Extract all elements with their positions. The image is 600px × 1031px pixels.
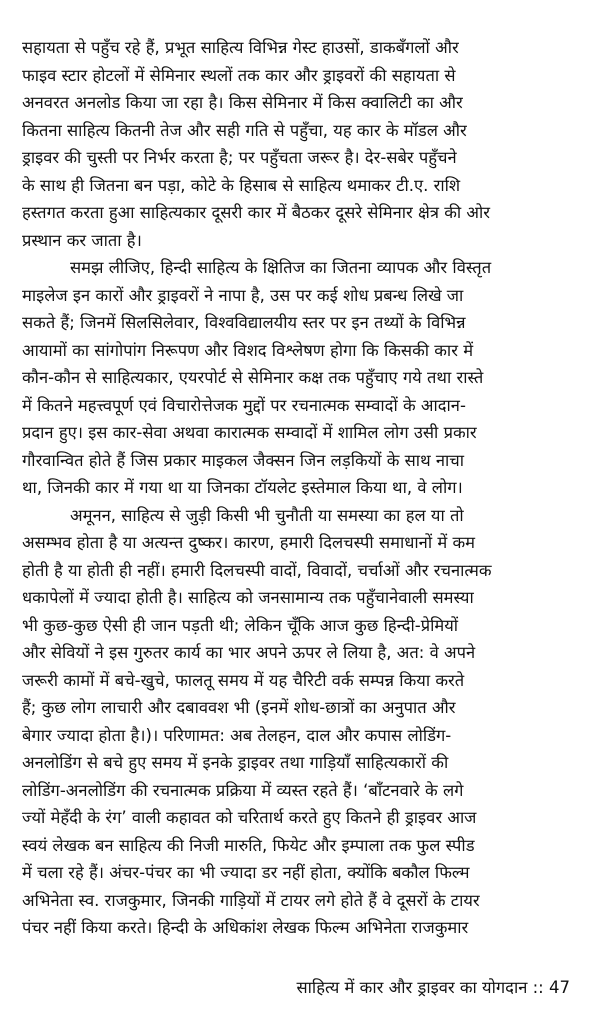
text-line: गौरवान्वित होते हैं जिस प्रकार माइकल जैक्सन जिन लड़कियों के साथ नाचा	[22, 450, 465, 470]
text-line: अनवरत अनलोड किया जा रहा है। किस सेमिनार में किस क्वालिटी का और	[22, 93, 463, 112]
paragraph-2	[22, 254, 578, 502]
paragraph-1	[22, 34, 578, 254]
text-line: के साथ ही जितना बन पड़ा, कोटे के हिसाब से साहित्य थमाकर टी.ए. राशि	[22, 175, 461, 195]
text-line: सकते हैं; जिनमें सिलसिलेवार, विश्वविद्यालयीय स्तर पर इन तथ्यों के विभिन्न	[22, 313, 466, 332]
text-line: लोडिंग-अनलोडिंग की रचनात्मक प्रक्रिया में व्यस्त रहते हैं। ‘बाँटनवारे के लगे	[22, 780, 464, 800]
page-body	[22, 34, 578, 942]
page-number: 47	[549, 978, 570, 997]
running-title: साहित्य में कार और ड्राइवर का योगदान	[296, 978, 528, 997]
text-line: प्रदान हुए। इस कार-सेवा अथवा कारात्मक सम्वादों में शामिल लोग उसी प्रकार	[22, 423, 477, 442]
text-line: धकापेलों में ज्यादा होती है। साहित्य को जनसामान्य तक पहुँचानेवाली समस्या	[22, 588, 474, 607]
paragraph-3	[22, 502, 578, 942]
text-line: फाइव स्टार होटलों में सेमिनार स्थलों तक कार और ड्राइवरों की सहायता से	[22, 65, 456, 85]
text-line: बेगार ज्यादा होता है।)। परिणामत: अब तेलहन, दाल और कपास लोडिंग-	[22, 725, 452, 745]
text-line: हैं; कुछ लोग लाचारी और दबाववश भी (इनमें शोध-छात्रों का अनुपात और	[22, 698, 456, 717]
text-line: और सेवियों ने इस गुरुतर कार्य का भार अपने ऊपर ले लिया है, अत: वे अपने	[22, 643, 476, 662]
text-line: सहायता से पहुँच रहे हैं, प्रभूत साहित्य विभिन्न गेस्ट हाउसों, डाकबँगलों और	[22, 38, 459, 57]
text-line: प्रस्थान कर जाता है।	[22, 230, 142, 250]
text-line: हस्तगत करता हुआ साहित्यकार दूसरी कार में बैठकर दूसरे सेमिनार क्षेत्र की ओर	[22, 203, 491, 222]
text-line: था, जिनकी कार में गया था या जिनका टॉयलेट इस्तेमाल किया था, वे लोग।	[22, 478, 463, 497]
text-line: असम्भव होता है या अत्यन्त दुष्कर। कारण, हमारी दिलचस्पी समाधानों में कम	[22, 533, 475, 552]
text-line: पंचर नहीं किया करते। हिन्दी के अधिकांश लेखक फिल्म अभिनेता राजकुमार	[22, 918, 469, 937]
text-line: जरूरी कामों में बचे-खुचे, फालतू समय में यह चैरिटी वर्क सम्पन्न किया करते	[22, 670, 465, 690]
text-line: माइलेज इन कारों और ड्राइवरों ने नापा है, उस पर कई शोध प्रबन्ध लिखे जा	[22, 285, 464, 305]
text-line: कितना साहित्य कितनी तेज और सही गति से पहुँचा, यह कार के मॉडल और	[22, 120, 467, 140]
text-line: भी कुछ-कुछ ऐसी ही जान पड़ती थी; लेकिन चूँकि आज कुछ हिन्दी-प्रेमियों	[22, 615, 459, 635]
text-line: आयामों का सांगोपांग निरूपण और विशद विश्लेषण होगा कि किसकी कार में	[22, 340, 474, 360]
text-line: समझ लीजिए, हिन्दी साहित्य के क्षितिज का जितना व्यापक और विस्तृत	[70, 258, 492, 277]
text-line: अनलोडिंग से बचे हुए समय में इनके ड्राइवर तथा गाड़ियाँ साहित्यकारों की	[22, 753, 449, 772]
text-line: स्वयं लेखक बन साहित्य की निजी मारुति, फियेट और इम्पाला तक फुल स्पीड	[22, 835, 475, 855]
text-line: ड्राइवर की चुस्ती पर निर्भर करता है; पर पहुँचता जरूर है। देर-सबेर पहुँचने	[22, 148, 457, 167]
text-line: होती है या होती ही नहीं। हमारी दिलचस्पी वादों, विवादों, चर्चाओं और रचनात्मक	[22, 560, 492, 580]
text-line: अमूनन, साहित्य से जुड़ी किसी भी चुनौती या समस्या का हल या तो	[70, 505, 464, 525]
text-line: कौन-कौन से साहित्यकार, एयरपोर्ट से सेमिनार कक्ष तक पहुँचाए गये तथा रास्ते	[22, 368, 484, 387]
footer-separator: ::	[532, 978, 544, 997]
text-line: में कितने महत्त्वपूर्ण एवं विचारोत्तेजक मुद्दों पर रचनात्मक सम्वादों के आदान-	[22, 395, 466, 415]
text-line: अभिनेता स्व. राजकुमार, जिनकी गाड़ियों में टायर लगे होते हैं वे दूसरों के टायर	[22, 890, 480, 910]
text-line: में चला रहे हैं। अंचर-पंचर का भी ज्यादा डर नहीं होता, क्योंकि बकौल फिल्म	[22, 863, 470, 882]
text-line: ज्यों मेहँदी के रंग’ वाली कहावत को चरितार्थ करते हुए कितने ही ड्राइवर आज	[22, 808, 477, 827]
page-footer	[0, 976, 570, 1000]
